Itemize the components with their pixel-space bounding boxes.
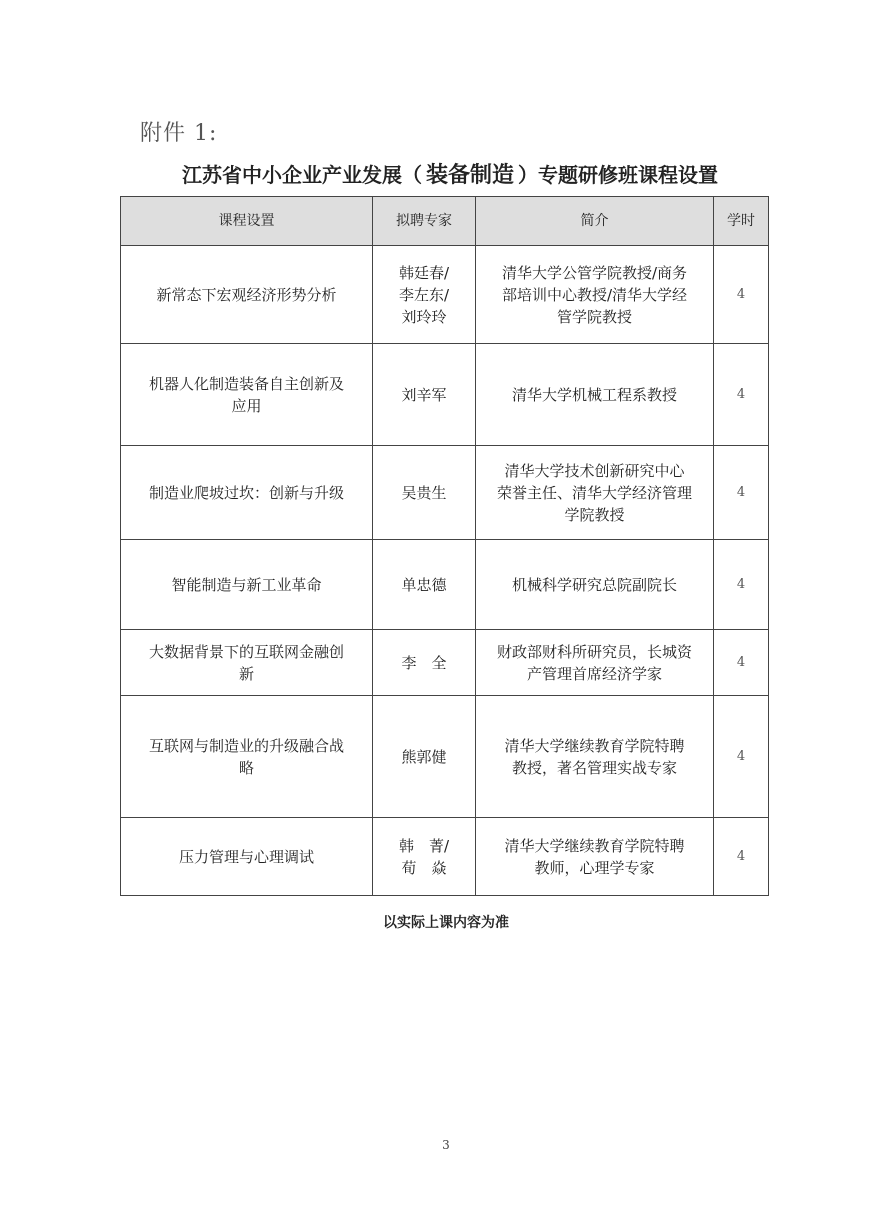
course-line: 新 <box>238 664 254 683</box>
course-line: 略 <box>238 758 254 777</box>
intro-line: 机械科学研究总院副院长 <box>511 575 677 594</box>
table-header-row <box>121 197 769 246</box>
expert-cell <box>373 696 476 818</box>
course-line: 智能制造与新工业革命 <box>171 575 322 594</box>
intro-cell <box>476 446 714 540</box>
course-line: 新常态下宏观经济形势分析 <box>156 285 337 304</box>
intro-cell <box>476 344 714 446</box>
intro-line: 清华大学技术创新研究中心 <box>504 461 685 480</box>
hours-cell: 4 <box>714 540 769 630</box>
title-prefix: 江苏省中小企业产业发展（ <box>181 163 422 187</box>
hours-cell: 4 <box>714 630 769 696</box>
course-cell <box>121 540 373 630</box>
course-line: 压力管理与心理调试 <box>178 847 314 866</box>
intro-line: 部培训中心教授/清华大学经 <box>501 285 688 304</box>
expert-line: 韩 菁/ <box>398 836 450 855</box>
expert-cell <box>373 630 476 696</box>
expert-cell <box>373 818 476 896</box>
course-line: 制造业爬坡过坎：创新与升级 <box>148 483 344 502</box>
intro-cell <box>476 630 714 696</box>
hours-cell: 4 <box>714 344 769 446</box>
header-intro: 简介 <box>476 197 714 246</box>
expert-cell <box>373 344 476 446</box>
intro-line: 教师，心理学专家 <box>534 858 655 877</box>
intro-line: 清华大学公管学院教授/商务 <box>501 263 688 282</box>
footnote: 以实际上课内容为准 <box>383 915 509 931</box>
expert-cell <box>373 246 476 344</box>
hours-cell: 4 <box>714 818 769 896</box>
expert-line: 刘玲玲 <box>401 307 447 326</box>
table-row <box>121 630 769 696</box>
table-row <box>121 540 769 630</box>
expert-line: 李 全 <box>401 653 447 672</box>
expert-line: 李左东/ <box>398 285 450 304</box>
expert-line: 刘辛军 <box>401 385 447 404</box>
expert-line: 熊郭健 <box>401 747 447 766</box>
header-hours: 学时 <box>714 197 769 246</box>
course-cell <box>121 344 373 446</box>
intro-line: 学院教授 <box>564 505 625 524</box>
expert-cell <box>373 540 476 630</box>
course-cell <box>121 818 373 896</box>
table-row <box>121 344 769 446</box>
intro-line: 教授，著名管理实战专家 <box>511 758 677 777</box>
table-row <box>121 446 769 540</box>
intro-line: 荣誉主任、清华大学经济管理 <box>496 483 692 502</box>
intro-line: 清华大学继续教育学院特聘 <box>504 836 685 855</box>
intro-cell <box>476 818 714 896</box>
course-cell <box>121 630 373 696</box>
header-expert: 拟聘专家 <box>373 197 476 246</box>
table-row <box>121 246 769 344</box>
intro-line: 管学院教授 <box>556 307 632 326</box>
course-table <box>120 196 769 896</box>
intro-line: 产管理首席经济学家 <box>526 664 662 683</box>
intro-cell <box>476 246 714 344</box>
course-cell <box>121 446 373 540</box>
course-line: 大数据背景下的互联网金融创 <box>148 642 344 661</box>
hours-cell: 4 <box>714 246 769 344</box>
intro-line: 清华大学继续教育学院特聘 <box>504 736 685 755</box>
title-highlight: 装备制造 <box>425 163 514 188</box>
expert-line: 荀 焱 <box>401 858 447 877</box>
header-course: 课程设置 <box>121 197 373 246</box>
intro-cell <box>476 540 714 630</box>
course-cell <box>121 696 373 818</box>
table-row <box>121 818 769 896</box>
course-line: 机器人化制造装备自主创新及 <box>148 374 344 393</box>
course-cell <box>121 246 373 344</box>
expert-line: 韩廷春/ <box>398 263 450 282</box>
course-line: 互联网与制造业的升级融合战 <box>148 736 344 755</box>
table-row <box>121 696 769 818</box>
attachment-label: 附件 1: <box>140 121 218 146</box>
page-number: 3 <box>442 1138 450 1152</box>
expert-line: 吴贵生 <box>401 483 447 502</box>
expert-cell <box>373 446 476 540</box>
title-suffix: ）专题研修班课程设置 <box>518 163 718 187</box>
expert-line: 单忠德 <box>401 575 447 594</box>
hours-cell: 4 <box>714 696 769 818</box>
hours-cell: 4 <box>714 446 769 540</box>
intro-line: 财政部财科所研究员，长城资 <box>496 642 692 661</box>
intro-line: 清华大学机械工程系教授 <box>511 385 677 404</box>
course-line: 应用 <box>231 396 262 415</box>
document-title <box>110 158 790 189</box>
intro-cell <box>476 696 714 818</box>
